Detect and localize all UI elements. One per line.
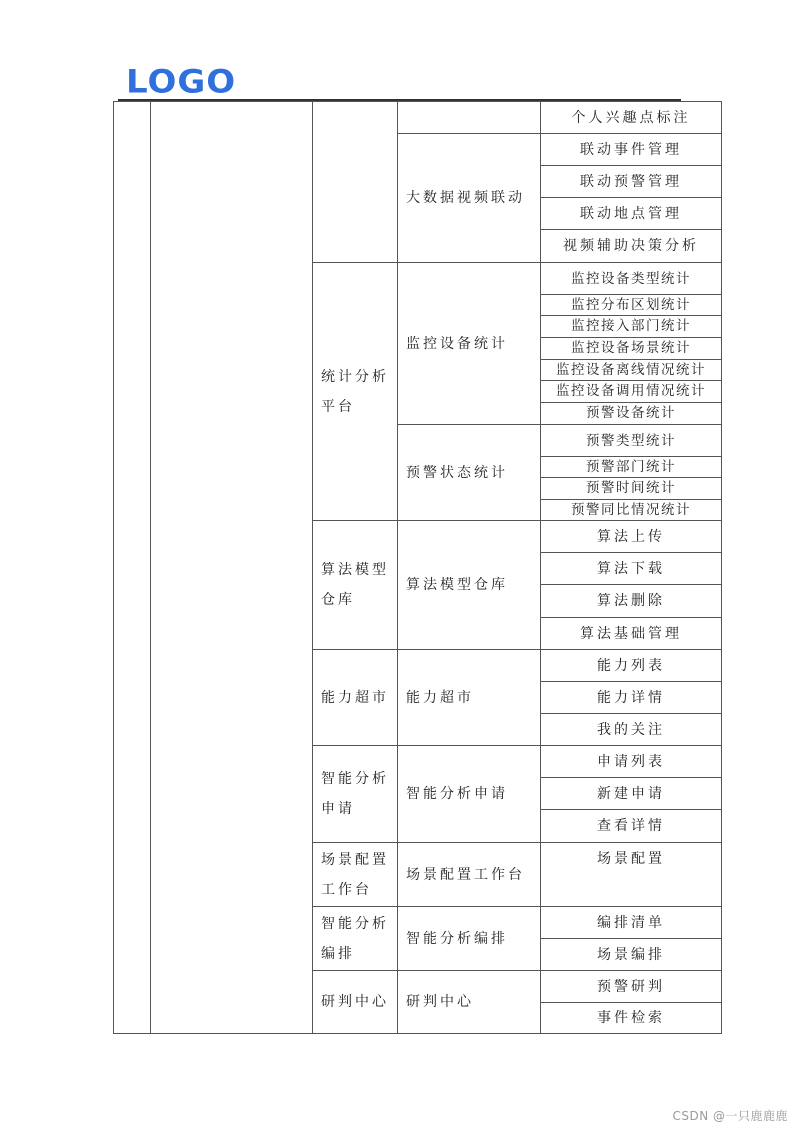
table-cell: 新建申请 bbox=[540, 777, 722, 810]
table-cell: 预警同比情况统计 bbox=[540, 499, 722, 521]
table-cell: 算法删除 bbox=[540, 584, 722, 618]
table-cell-analysis-orchestration: 智能分析编排 bbox=[312, 906, 398, 971]
table-cell: 监控分布区划统计 bbox=[540, 294, 722, 316]
table-cell-analysis-apply: 智能分析申请 bbox=[312, 745, 398, 843]
table-cell-scene-config bbox=[540, 842, 722, 907]
table-cell-monitor-stat: 监控设备统计 bbox=[397, 262, 541, 425]
table-cell-scene-workbench-sub: 场景配置工作台 bbox=[397, 842, 541, 907]
table-cell: 监控接入部门统计 bbox=[540, 315, 722, 338]
table-col-1 bbox=[113, 101, 151, 1034]
table-cell-ability-market-sub: 能力超市 bbox=[397, 649, 541, 746]
table-cell-analysis-apply-sub: 智能分析申请 bbox=[397, 745, 541, 843]
table-cell: 预警类型统计 bbox=[540, 424, 722, 457]
table-cell: 联动地点管理 bbox=[540, 197, 722, 230]
table-cell-algo-warehouse: 算法模型仓库 bbox=[312, 520, 398, 650]
table-cell-algo-warehouse-sub: 算法模型仓库 bbox=[397, 520, 541, 650]
table-cell-judge-center-sub: 研判中心 bbox=[397, 970, 541, 1034]
table-cell: 视频辅助决策分析 bbox=[540, 229, 722, 263]
table-cell: 联动预警管理 bbox=[540, 165, 722, 198]
table-cell: 监控设备类型统计 bbox=[540, 262, 722, 295]
table-cell: 预警部门统计 bbox=[540, 456, 722, 478]
table-cell-scene-workbench: 场景配置工作台 bbox=[312, 842, 398, 907]
table-cell-ability-market: 能力超市 bbox=[312, 649, 398, 746]
table-cell: 算法下载 bbox=[540, 552, 722, 585]
table-cell: 申请列表 bbox=[540, 745, 722, 778]
logo: LOGO bbox=[126, 63, 237, 101]
table-cell-col4-empty bbox=[397, 101, 541, 134]
table-cell: 查看详情 bbox=[540, 809, 722, 843]
table-cell: 监控设备场景统计 bbox=[540, 337, 722, 360]
table-col-2 bbox=[150, 101, 313, 1034]
table-cell: 场景编排 bbox=[540, 938, 722, 971]
table-cell: 算法上传 bbox=[540, 520, 722, 553]
table-cell-stat-platform: 统计分析平台 bbox=[312, 262, 398, 521]
table-cell: 编排清单 bbox=[540, 906, 722, 939]
table-cell: 联动事件管理 bbox=[540, 133, 722, 166]
table-cell: 预警设备统计 bbox=[540, 402, 722, 425]
table-cell-alert-stat: 预警状态统计 bbox=[397, 424, 541, 521]
table-cell-col3-top bbox=[312, 101, 398, 263]
table-cell: 能力列表 bbox=[540, 649, 722, 682]
table-cell: 预警时间统计 bbox=[540, 477, 722, 500]
table-cell: 预警研判 bbox=[540, 970, 722, 1003]
table-cell: 监控设备调用情况统计 bbox=[540, 380, 722, 403]
table-cell-poi: 个人兴趣点标注 bbox=[540, 101, 722, 134]
watermark: CSDN @一只鹿鹿鹿 bbox=[672, 1109, 788, 1123]
table-cell-analysis-orchestration-sub: 智能分析编排 bbox=[397, 906, 541, 971]
table-cell-video-linkage: 大数据视频联动 bbox=[397, 133, 541, 263]
table-cell-judge-center: 研判中心 bbox=[312, 970, 398, 1034]
table-cell: 监控设备离线情况统计 bbox=[540, 359, 722, 381]
table-cell: 我的关注 bbox=[540, 713, 722, 746]
table-cell: 能力详情 bbox=[540, 681, 722, 714]
table-cell: 算法基础管理 bbox=[540, 617, 722, 650]
table-cell: 事件检索 bbox=[540, 1002, 722, 1034]
table-cell-text: 场景配置 bbox=[597, 851, 665, 867]
